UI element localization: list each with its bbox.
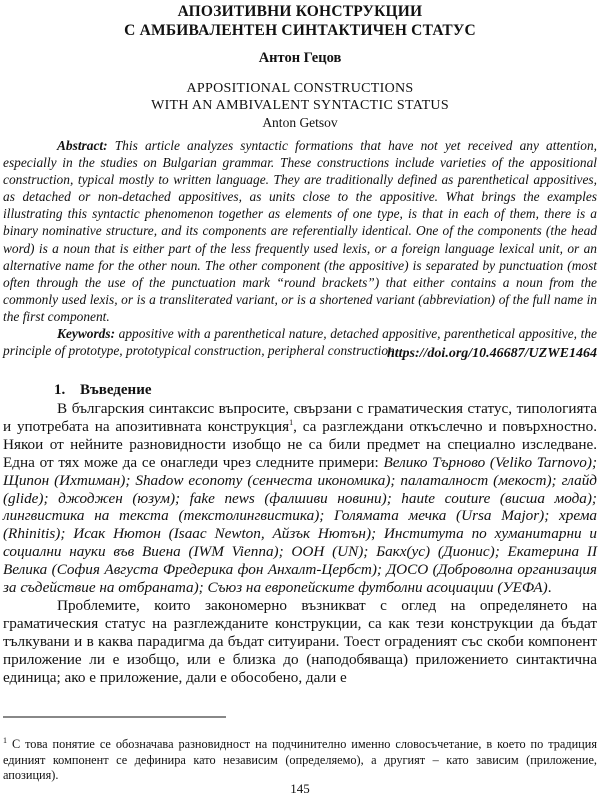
section-title: Въведение (80, 382, 152, 398)
title-bg-line-2: С АМБИВАЛЕНТЕН СИНТАКТИЧЕН СТАТУС (124, 22, 476, 39)
author-bulgarian: Антон Гецов (258, 50, 342, 66)
title-english (0, 80, 600, 114)
body-paragraph-1 (3, 400, 597, 597)
section-number: 1. (54, 382, 66, 398)
abstract-text: This article analyzes syntactic formations that have not yet received any attention, especially in the studies on Bulgarian grammar. These constructions include varieties of the appositional construction, typical mostly to written language. They are traditionally defined as parenthetical appositives, as detached or non-detached appositives, as units close to the appositive. What brings the examples illustrating this syntactic phenomenon together as elements of one type, is that in each of them, there is a binary nominative structure, and its components are referentially identical. One of the components (the head word) is a noun that is either part of the less frequently used lexis, or a foreign language lexical unit, or an alternative name for the other noun. The other component (the appositive) is separated by punctuation (most often through the use of the punctuation mark “round brackets”) that either contains a noun from the commonly used lexis, or is a transliterated variant, or is a shortened variant (abbreviation) of the full name in the first component. (3, 138, 597, 324)
keywords-label: Keywords: (57, 326, 116, 342)
title-bulgarian (0, 2, 600, 40)
section-heading (54, 382, 152, 399)
keywords-text: appositive with a parenthetical nature, detached appositive, parenthetical appositive, the principle of prototype, prototypical construction, peripheral construction. (3, 326, 597, 359)
examples-list: Велико Търново (Veliko Tarnovo); Щипон (Ихтиман); Shadow economy (сенчеста икономика); палаталност (мекост); глайд (glide); джоджен (юзум); fake news (фалшиви новини); haute couture (висша мода); лингвистика на текста (текстолингвистика); Голямата мечка (Ursa Major); хрема (Rhinitis); Исак Нютон (Isaac Newton, Айзък Нютън); Института по хуманитарни и социални науки във Виена (IWM Vienna); ООН (UN); Бакх(ус) (Дионис); Екатерина II Велика (София Августа Фредерика фон Анхалт-Цербст); ДОСО (Доброволна организация за съдействие на отбраната); Съюз на европейските футболни асоциации (УЕФА) (3, 453, 597, 597)
title-bg-line-1: АПОЗИТИВНИ КОНСТРУКЦИИ (177, 3, 423, 20)
footnote (3, 737, 597, 784)
title-en-line-2: WITH AN AMBIVALENT SYNTACTIC STATUS (151, 98, 449, 113)
footnote-separator (3, 716, 226, 718)
paragraph-1-intro: В българския синтаксис въпросите, свързани с граматическия статус, типологията и употребата на апозитивната конструкция (3, 400, 597, 435)
author-english: Anton Getsov (262, 115, 338, 130)
paragraph-1-end: . (547, 579, 552, 597)
body-text (3, 400, 597, 687)
paragraph-1-continuation: , са разглеждани откъслечно и повърхностно. Някои от нейните разновидности изобщо не са били предмет на специално изследване. Една от тях може да се онагледи чрез следните примери: (3, 417, 597, 471)
footnote-text: С това понятие се обозначава разновидност на подчинително именно словосъчетание, в което по традиция единият компонент се дефинира като независим (определяемо), а другият – като зависим (приложение, апозиция). (3, 737, 597, 782)
abstract-label: Abstract: (57, 138, 108, 153)
page-number: 145 (290, 781, 310, 796)
footnote-reference[interactable]: 1 (289, 417, 294, 427)
doi-link[interactable]: https://doi.org/10.46687/UZWE1464 (386, 346, 597, 361)
body-paragraph-2: Проблемите, които закономерно възникват с оглед на определянето на граматическия статус на разглежданите конструкции, са как тези конструкции да бъдат тълкувани и в каква парадигма да бъдат ситуирани. Тоест ограденият със скоби компонент приложение ли е изобщо, или е близка до (наподобяваща) приложението синтактична единица; ако е приложение, дали е обособено, дали е (3, 596, 597, 686)
abstract-paragraph (3, 137, 597, 325)
title-en-line-1: APPOSITIONAL CONSTRUCTIONS (186, 81, 414, 96)
footnote-number: 1 (3, 735, 7, 745)
abstract-block (3, 137, 597, 359)
